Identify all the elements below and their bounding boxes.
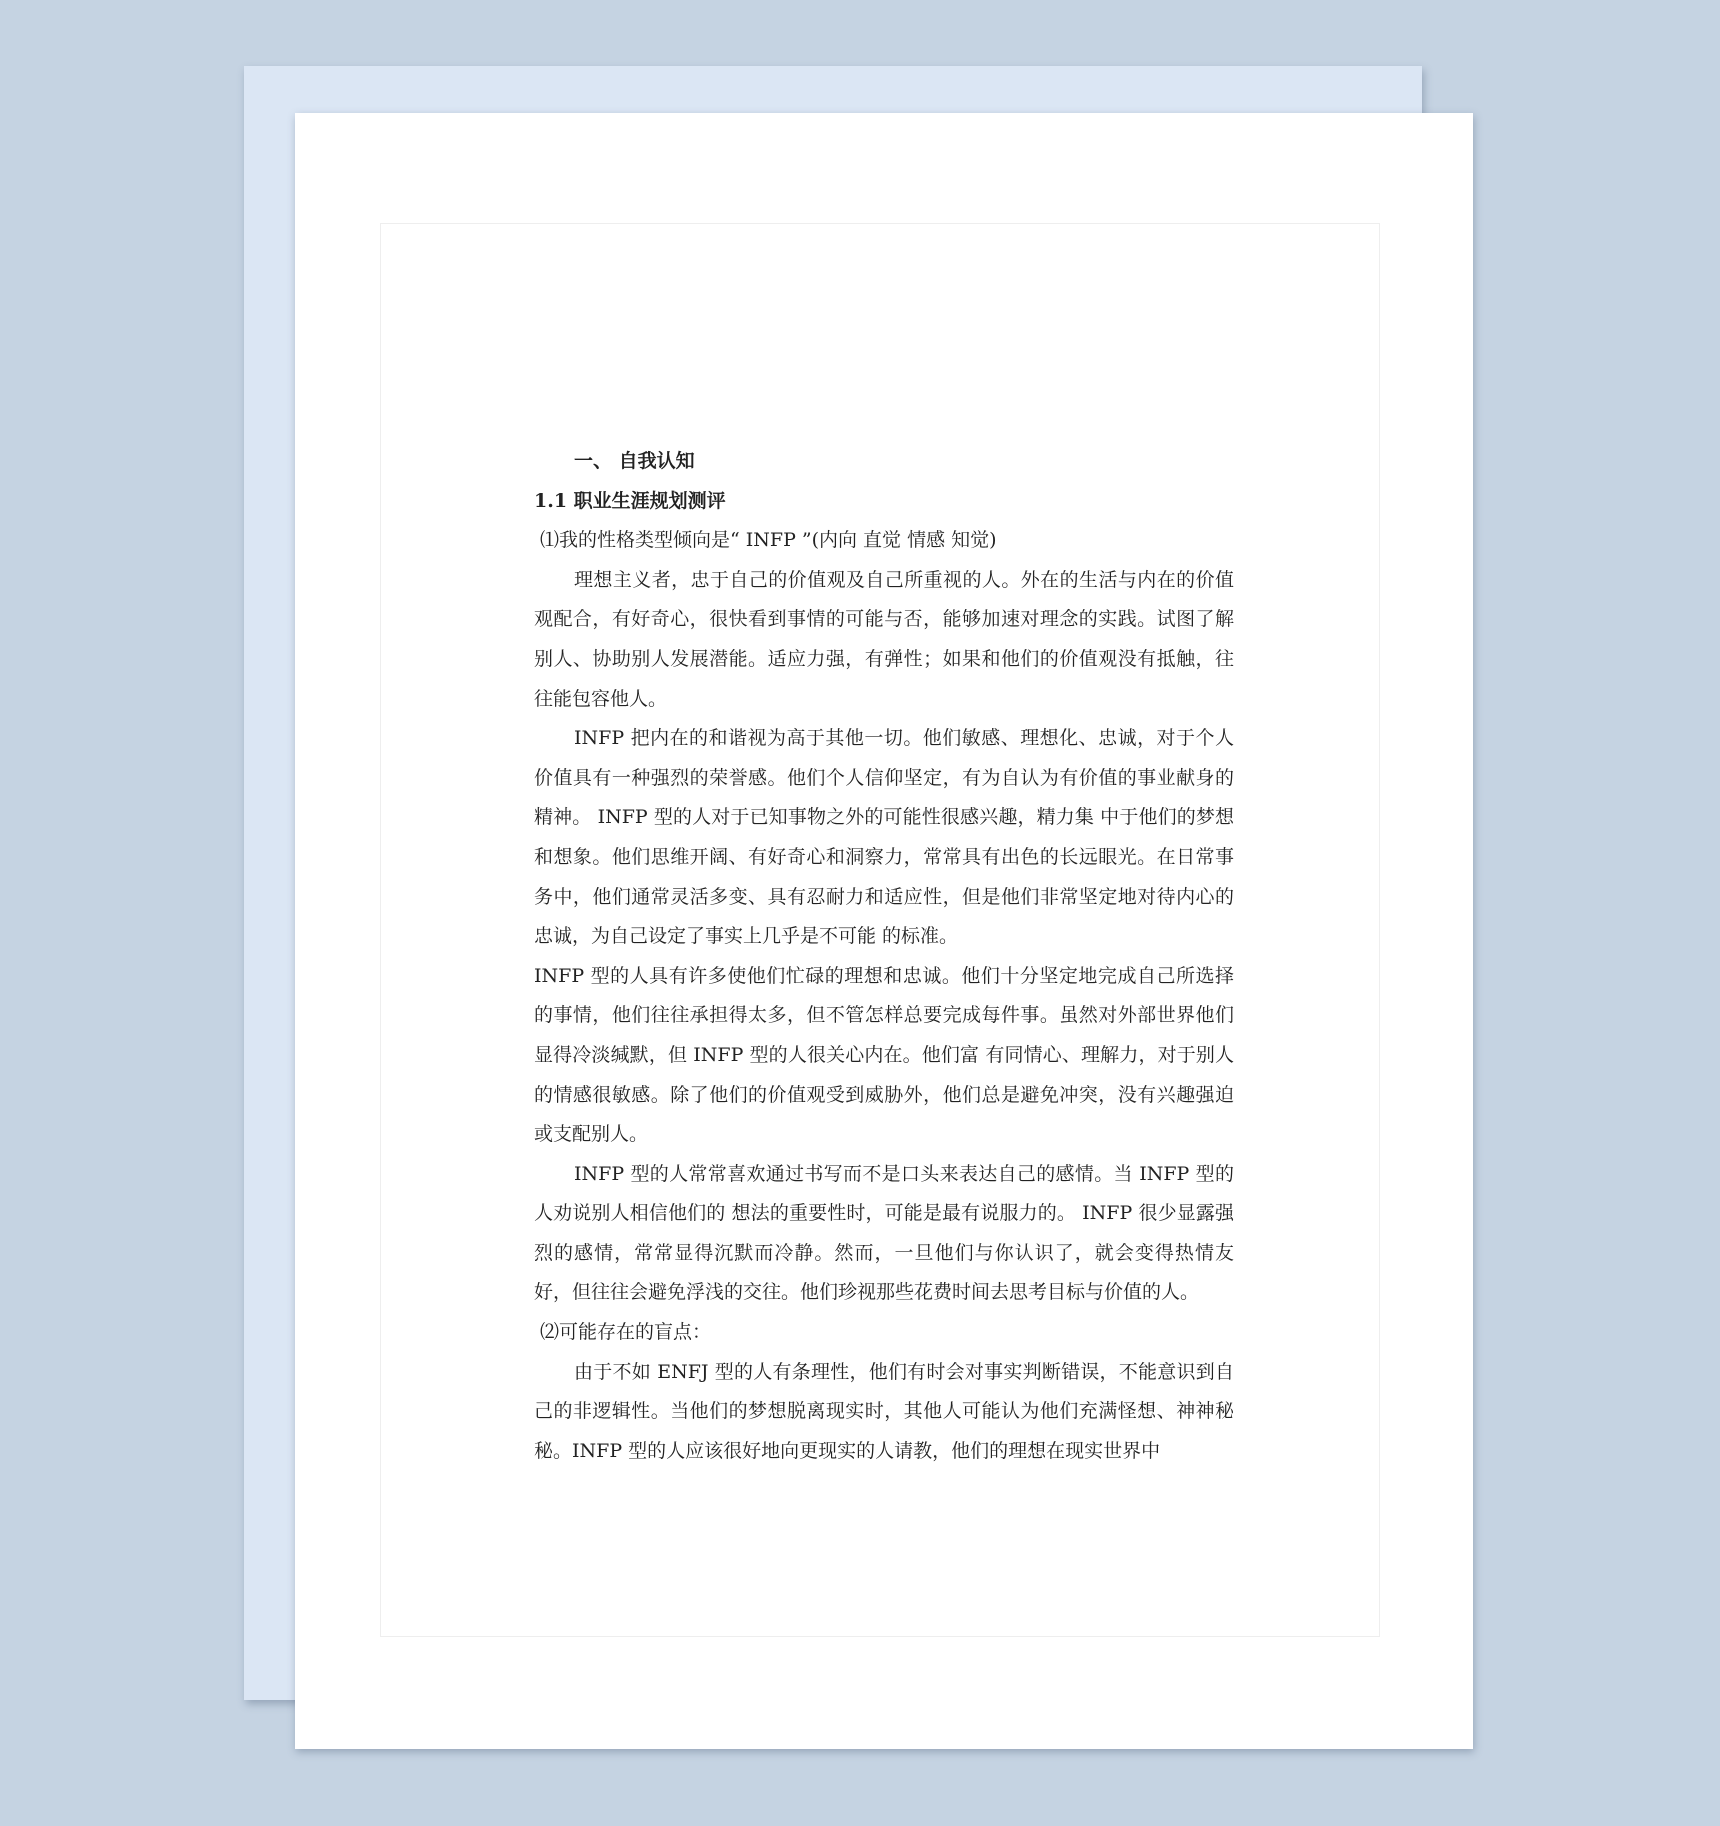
list-item-2: ⑵可能存在的盲点：	[540, 1321, 712, 1344]
document-page	[295, 113, 1473, 1749]
paragraph-1: 理想主义者，忠于自己的价值观及自己所重视的人。外在的生活与内在的价值观配合，有好奇心，很快看到事情的可能与否，能够加速对理念的实践。试图了解别人、协助别人发展潜能。适应力强，有弹性；如果和他们的价值观没有抵触，往往能包容他人。	[534, 568, 1234, 710]
paragraph-4: INFP 型的人常常喜欢通过书写而不是口头来表达自己的感情。当 INFP 型的人劝说别人相信他们的 想法的重要性时，可能是最有说服力的。 INFP 很少显露强烈的感情，常常显得沉默而冷静。然而，一旦他们与你认识了，就会变得热情友好，但往往会避免浮浅的交往。他们珍视那些花费时间去思考目标与价值的人。	[534, 1162, 1234, 1304]
document-body	[534, 442, 1234, 1471]
paragraph-3: INFP 型的人具有许多使他们忙碌的理想和忠诚。他们十分坚定地完成自己所选择的事情，他们往往承担得太多，但不管怎样总要完成每件事。虽然对外部世界他们显得冷淡缄默，但 INFP 型的人很关心内在。他们富 有同情心、理解力，对于别人的情感很敏感。除了他们的价值观受到威胁外，他们总是避免冲突，没有兴趣强迫或支配别人。	[534, 964, 1234, 1146]
paragraph-2: INFP 把内在的和谐视为高于其他一切。他们敏感、理想化、忠诚，对于个人价值具有一种强烈的荣誉感。他们个人信仰坚定，有为自认为有价值的事业献身的精神。 INFP 型的人对于已知事物之外的可能性很感兴趣，精力集 中于他们的梦想和想象。他们思维开阔、有好奇心和洞察力，常常具有出色的长远眼光。在日常事务中，他们通常灵活多变、具有忍耐力和适应性，但是他们非常坚定地对待内心的忠诚，为自己设定了事实上几乎是不可能 的标准。	[534, 727, 1234, 948]
list-item-1: ⑴我的性格类型倾向是“ INFP ”(内向 直觉 情感 知觉)	[540, 529, 997, 552]
subsection-heading: 1.1 职业生涯规划测评	[534, 489, 726, 512]
section-heading: 一、 自我认知	[574, 450, 695, 472]
paragraph-5: 由于不如 ENFJ 型的人有条理性，他们有时会对事实判断错误，不能意识到自己的非逻辑性。当他们的梦想脱离现实时，其他人可能认为他们充满怪想、神神秘秘。INFP 型的人应该很好地向更现实的人请教，他们的理想在现实世界中	[534, 1360, 1234, 1462]
